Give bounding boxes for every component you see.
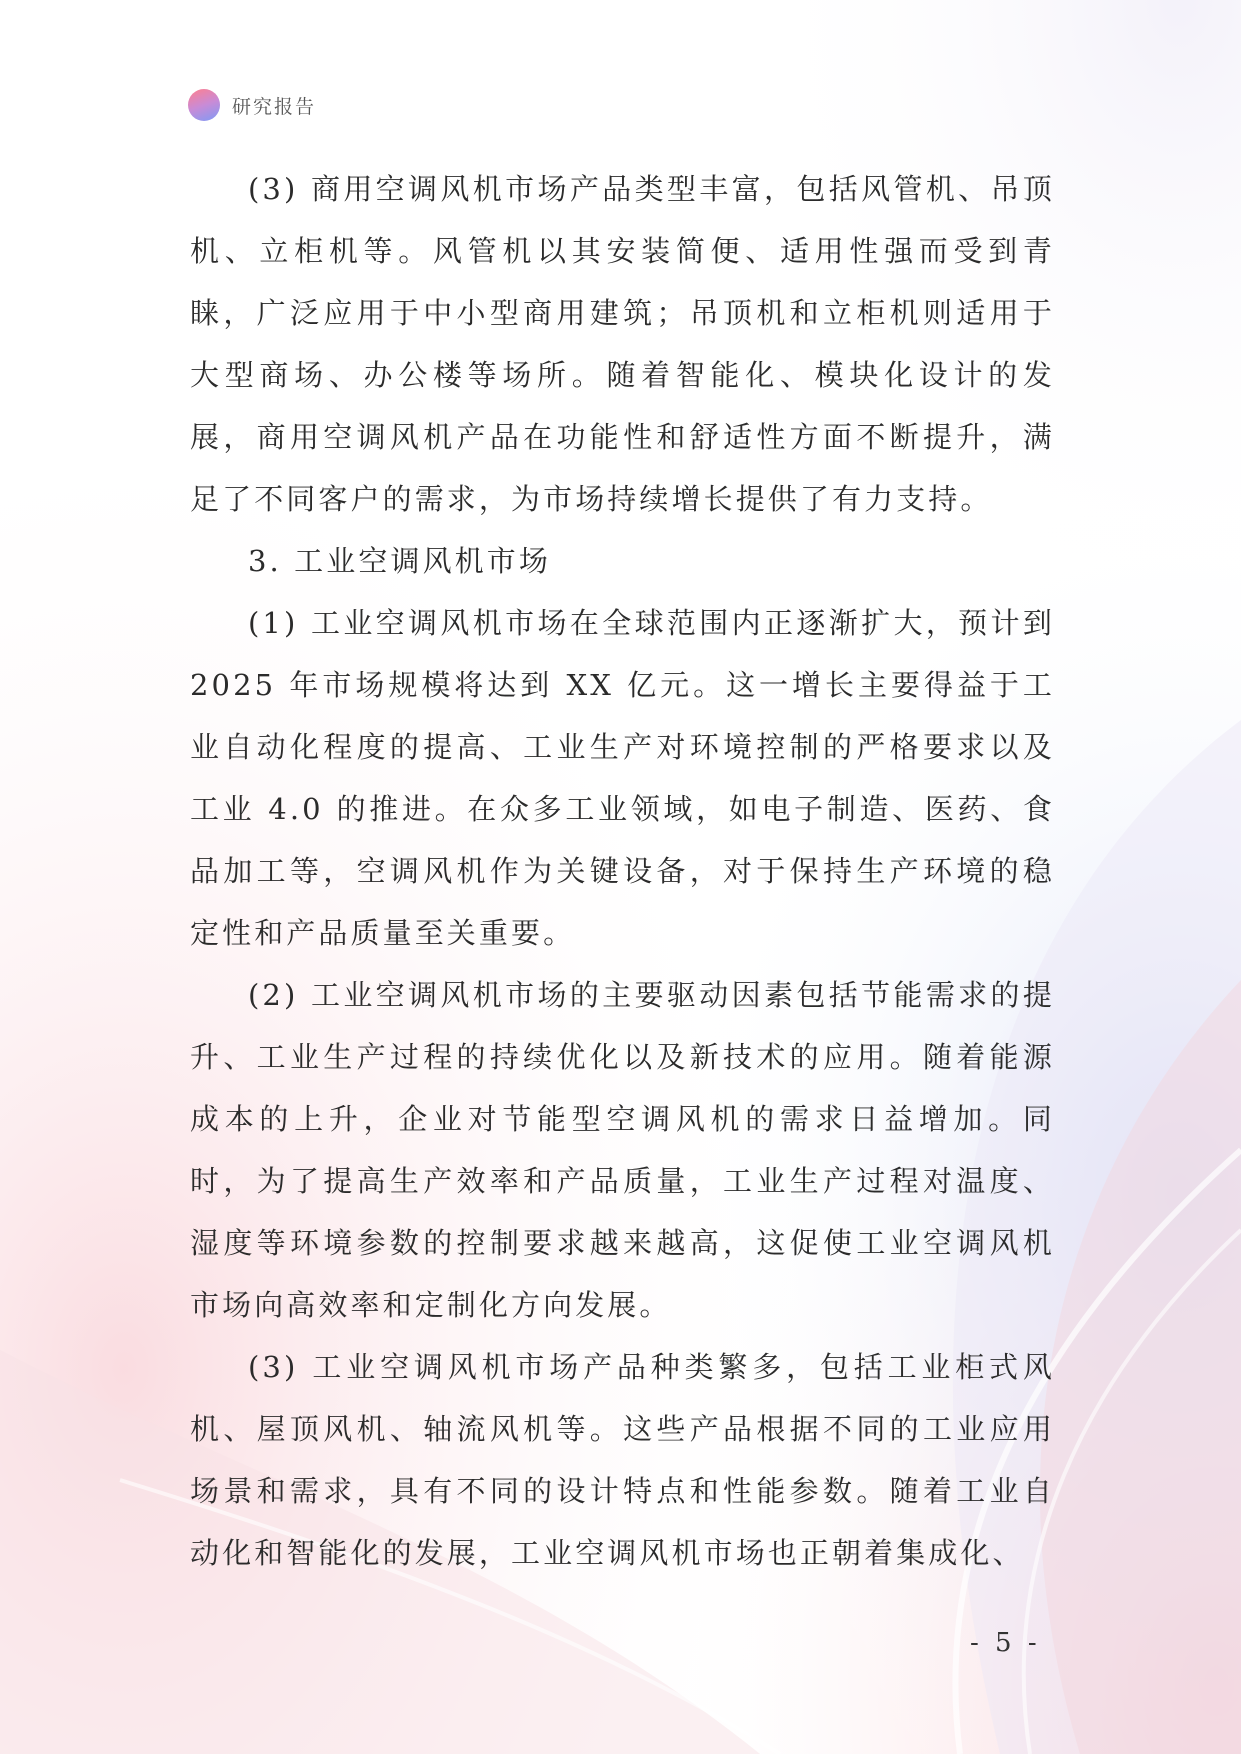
header-label: 研究报告 [232, 95, 317, 118]
paragraph-industrial-2: (2) 工业空调风机市场的主要驱动因素包括节能需求的提升、工业生产过程的持续优化以及新技术的应用。随着能源成本的上升，企业对节能型空调风机的需求日益增加。同时，为了提高生产效率和产品质量，工业生产过程对温度、湿度等环境参数的控制要求越来越高，这促使工业空调风机市场向高效率和定制化方向发展。 [190, 978, 1055, 1322]
section-heading-industrial: 3. 工业空调风机市场 [248, 544, 551, 578]
report-header [188, 88, 316, 122]
report-logo-icon [188, 89, 220, 121]
paragraph-industrial-1: (1) 工业空调风机市场在全球范围内正逐渐扩大，预计到 2025 年市场规模将达到 XX 亿元。这一增长主要得益于工业自动化程度的提高、工业生产对环境控制的严格要求以及工业 4.0 的推进。在众多工业领域，如电子制造、医药、食品加工等，空调风机作为关键设备，对于保持生产环境的稳定性和产品质量至关重要。 [190, 606, 1055, 950]
page-number: - 5 - [970, 1628, 1041, 1658]
document-body [190, 158, 1055, 1584]
paragraph-commercial-3: (3) 商用空调风机市场产品类型丰富，包括风管机、吊顶机、立柜机等。风管机以其安装简便、适用性强而受到青睐，广泛应用于中小型商用建筑；吊顶机和立柜机则适用于大型商场、办公楼等场所。随着智能化、模块化设计的发展，商用空调风机产品在功能性和舒适性方面不断提升，满足了不同客户的需求，为市场持续增长提供了有力支持。 [190, 172, 1055, 516]
paragraph-industrial-3: (3) 工业空调风机市场产品种类繁多，包括工业柜式风机、屋顶风机、轴流风机等。这些产品根据不同的工业应用场景和需求，具有不同的设计特点和性能参数。随着工业自动化和智能化的发展，工业空调风机市场也正朝着集成化、 [190, 1350, 1055, 1570]
